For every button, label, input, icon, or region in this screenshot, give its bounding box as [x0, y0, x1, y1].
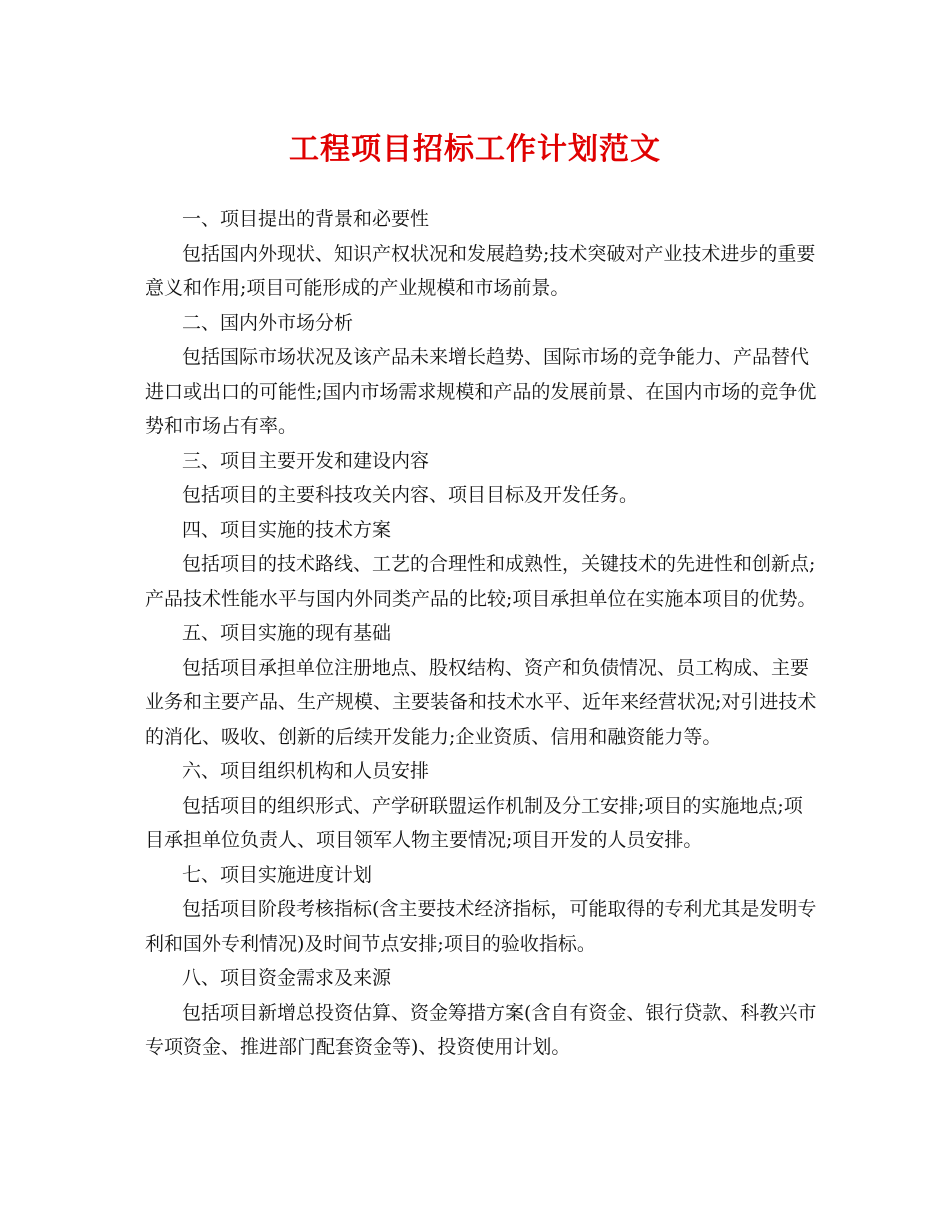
body-line: 七、项目实施进度计划 — [182, 863, 373, 886]
body-line: 五、项目实施的现有基础 — [182, 622, 392, 644]
body-line: 包括项目承担单位注册地点、股权结构、资产和负债情况、员工构成、主要 — [182, 656, 810, 679]
document-title: 工程项目招标工作计划范文 — [289, 132, 661, 167]
body-line: 二、国内外市场分析 — [182, 311, 354, 334]
body-line: 业务和主要产品、生产规模、主要装备和技术水平、近年来经营状况;对引进技术 — [145, 691, 817, 713]
body-line: 进口或出口的可能性;国内市场需求规模和产品的发展前景、在国内市场的竞争优 — [145, 380, 817, 403]
body-line: 包括项目的主要科技攻关内容、项目目标及开发任务。 — [182, 484, 639, 506]
body-line: 势和市场占有率。 — [145, 415, 298, 437]
document-body — [145, 202, 817, 1065]
body-line: 专项资金、推进部门配套资金等)、投资使用计划。 — [145, 1036, 571, 1058]
body-line: 意义和作用;项目可能形成的产业规模和市场前景。 — [145, 277, 570, 299]
body-line: 利和国外专利情况)及时间节点安排;项目的验收指标。 — [145, 932, 596, 955]
body-line: 目承担单位负责人、项目领军人物主要情况;项目开发的人员安排。 — [145, 829, 703, 851]
body-line: 包括项目阶段考核指标(含主要技术经济指标，可能取得的专利尤其是发明专 — [182, 898, 817, 920]
body-line: 三、项目主要开发和建设内容 — [182, 449, 430, 472]
body-line: 包括国内外现状、知识产权状况和发展趋势;技术突破对产业技术进步的重要 — [182, 242, 816, 265]
body-line: 包括项目新增总投资估算、资金筹措方案(含自有资金、银行贷款、科教兴市 — [182, 1001, 817, 1024]
body-line: 八、项目资金需求及来源 — [182, 967, 392, 989]
body-line: 一、项目提出的背景和必要性 — [182, 208, 430, 230]
body-line: 包括国际市场状况及该产品未来增长趋势、国际市场的竞争能力、产品替代 — [182, 346, 810, 368]
body-line: 包括项目的技术路线、工艺的合理性和成熟性，关键技术的先进性和创新点; — [182, 553, 816, 575]
body-line: 产品技术性能水平与国内外同类产品的比较;项目承担单位在实施本项目的优势。 — [145, 587, 817, 610]
body-line: 六、项目组织机构和人员安排 — [182, 760, 430, 782]
body-line: 四、项目实施的技术方案 — [182, 518, 392, 541]
body-line: 包括项目的组织形式、产学研联盟运作机制及分工安排;项目的实施地点;项 — [182, 794, 803, 817]
body-line: 的消化、吸收、创新的后续开发能力;企业资质、信用和融资能力等。 — [145, 725, 722, 748]
